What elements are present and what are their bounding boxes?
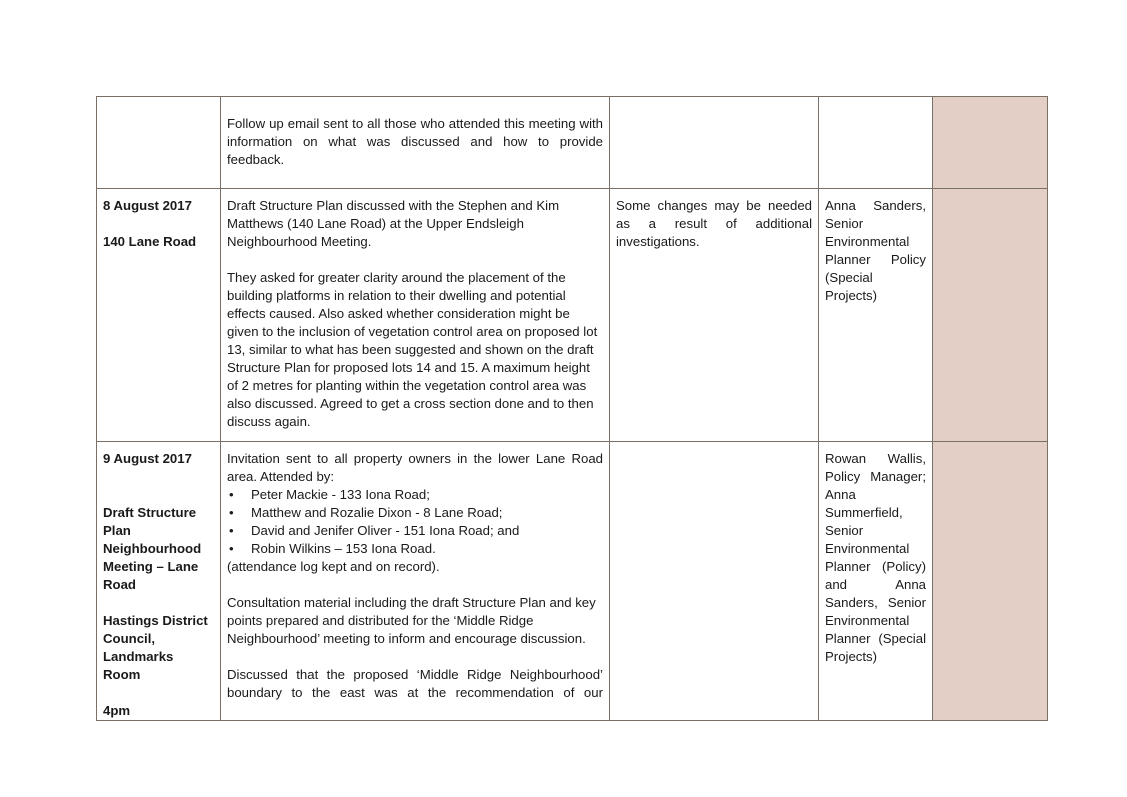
consultation-log-table — [96, 96, 1048, 721]
outcome-cell — [610, 189, 819, 442]
shaded-cell — [933, 189, 1048, 442]
table-row — [97, 189, 1048, 442]
attendee-item: • Peter Mackie - 133 Iona Road; — [227, 486, 603, 504]
date-cell — [97, 442, 221, 721]
attendee-item: • Matthew and Rozalie Dixon - 8 Lane Road; — [227, 504, 603, 522]
date-cell — [97, 189, 221, 442]
attendee-item: • David and Jenifer Oliver - 151 Iona Road; and — [227, 522, 603, 540]
description-paragraph: Invitation sent to all property owners in the lower Lane Road area. Attended by: — [227, 451, 603, 484]
meeting-location: Hastings District Council, Landmarks Room — [103, 613, 208, 682]
outcome-cell — [610, 442, 819, 721]
outcome-cell — [610, 97, 819, 189]
description-paragraph: Consultation material including the draft Structure Plan and key points prepared and distributed for the ‘Middle Ridge Neighbourhood’ meeting to inform and encourage discussion. — [227, 595, 596, 646]
meeting-date: 8 August 2017 — [103, 198, 192, 213]
description-paragraph: Draft Structure Plan discussed with the Stephen and Kim Matthews (140 Lane Road) at the Upper Endsleigh Neighbourhood Meeting. — [227, 198, 560, 249]
description-paragraph: They asked for greater clarity around the placement of the building platforms in relation to their dwelling and potential effects caused. Also asked whether consideration might be given to the inclusion of vegetation control area on proposed lot 13, similar to what has been suggested and shown on the draft Structure Plan for proposed lots 14 and 15. A maximum height of 2 metres for planting within the vegetation control area was also discussed. Agreed to get a cross section done and to then discuss again. — [227, 270, 598, 429]
table-row — [97, 97, 1048, 189]
attendee-item: • Robin Wilkins – 153 Iona Road. — [227, 540, 603, 558]
staff-cell — [819, 189, 933, 442]
table-row — [97, 442, 1048, 721]
attendee-list — [227, 486, 603, 558]
description-cell — [221, 442, 610, 721]
outcome-text: Some changes may be needed as a result of additional investigations. — [616, 198, 812, 249]
meeting-time: 4pm — [103, 703, 131, 718]
meeting-location: 140 Lane Road — [103, 234, 197, 249]
staff-text: Anna Sanders, Senior Environmental Planner Policy (Special Projects) — [825, 198, 926, 303]
date-cell — [97, 97, 221, 189]
description-paragraph: Follow up email sent to all those who attended this meeting with information on what was discussed and how to provide feedback. — [227, 116, 603, 167]
meeting-date: 9 August 2017 — [103, 451, 192, 466]
description-cell — [221, 189, 610, 442]
attendance-note: (attendance log kept and on record). — [227, 559, 440, 574]
meeting-title: Draft Structure Plan Neighbourhood Meeting – Lane Road — [103, 505, 202, 592]
staff-cell — [819, 97, 933, 189]
staff-text: Rowan Wallis, Policy Manager; Anna Summerfield, Senior Environmental Planner (Policy) and Anna Sanders, Senior Environmental Planner (Special Projects) — [825, 451, 926, 664]
shaded-cell — [933, 442, 1048, 721]
shaded-cell — [933, 97, 1048, 189]
staff-cell — [819, 442, 933, 721]
description-cell — [221, 97, 610, 189]
description-paragraph: Discussed that the proposed ‘Middle Ridge Neighbourhood’ boundary to the east was at the recommendation of our — [227, 667, 603, 700]
